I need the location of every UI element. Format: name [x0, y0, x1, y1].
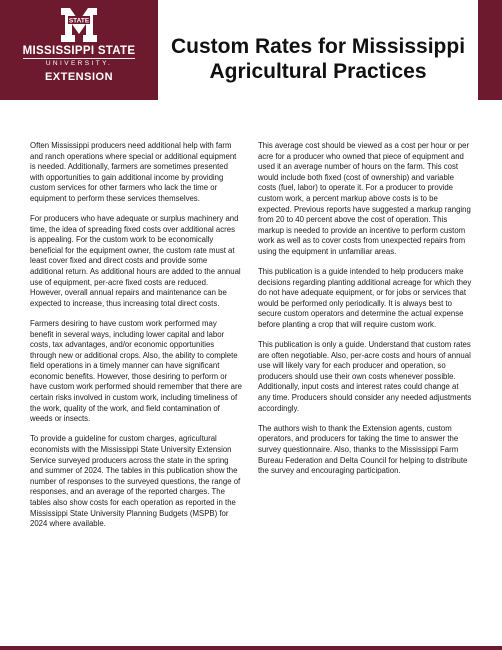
- header-accent-band: [478, 0, 502, 100]
- msu-m-logo-icon: [59, 6, 99, 44]
- paragraph: This publication is only a guide. Understand that custom rates are often negotiable. Also, per-acre costs and hours of annual use will likely vary for each producer and operation, so producers should use their own costs whenever possible. Additionally, input costs and interest rates could change at any time. Producers should consider any needed adjustments accordingly.: [258, 340, 472, 413]
- university-sub: UNIVERSITY.: [45, 60, 113, 67]
- paragraph: Often Mississippi producers need additional help with farm and ranch operations where special or additional equipment is needed. Additionally, farmers are sometimes presented with opportunities to gain additional income by providing custom services for other farmers who lack the time or equipment to perform these services themselves.: [30, 141, 237, 203]
- logo-divider: [23, 58, 135, 59]
- division-name: EXTENSION: [44, 71, 114, 83]
- paragraph: The authors wish to thank the Extension agents, custom operators, and producers for taking the time to answer the survey questionnaire. Also, thanks to the Mississippi Farm Bureau Federation and Delta Council for helping to distribute the survey and encouraging participation.: [258, 423, 468, 476]
- paragraph: Farmers desiring to have custom work performed may benefit in several ways, including lower capital and labor costs, tax advantages, and/or economic opportunities through new or additional crops. Also, the ability to complete field operations in a timely manner can have significant economic benefits. However, those desiring to perform or have custom work performed should remember that there are certain risks involved in custom work, including timeliness of the work, quality of the work, and field contamination of weeds or insects.: [30, 318, 242, 424]
- left-column: [30, 141, 242, 539]
- university-name: MISSISSIPPI STATE: [22, 45, 136, 57]
- paragraph: For producers who have adequate or surplus machinery and time, the idea of spreading fixed costs over additional acres is appealing. For the custom work to be economically beneficial for the equipment owner, the custom rate must at least cover fixed and direct costs and provide some additional return. As additional hours are added to the annual use of equipment, per-acre fixed costs are reduced. However, overall annual repairs and maintenance can be expected to increase, thus increasing total direct costs.: [30, 214, 241, 308]
- right-column: [258, 141, 472, 486]
- paragraph: This average cost should be viewed as a cost per hour or per acre for a producer who owned that piece of equipment and used it an average number of hours on the farm. This cost would include both fixed (cost of ownership) and variable costs (fuel, labor) to operate it. For a producer to provide custom work, a percent markup above costs is to be expected. Previous reports have suggested a markup ranging from 20 to 40 percent above the cost of operation. This markup is needed to provide an incentive to perform custom work as well as to cover costs from unexpected repairs from using the equipment in unfamiliar areas.: [258, 141, 471, 256]
- msu-extension-logo: [0, 6, 158, 83]
- paragraph: To provide a guideline for custom charges, agricultural economists with the Mississippi State University Extension Service surveyed producers across the state in the spring and summer of 2024. The tables in this publication show the number of responses to the surveyed questions, the range of responses, and an average of the reported charges. The tables also show costs for each operation as reported in the Mississippi State University Planning Budgets (MSPB) for 2024 where available.: [30, 434, 241, 529]
- page-title: Custom Rates for Mississippi Agricultural Practices: [170, 35, 466, 83]
- logo-inner-text: STATE: [68, 17, 90, 25]
- footer-brand-band: [0, 646, 502, 650]
- paragraph: This publication is a guide intended to help producers make decisions regarding planting additional acreage for which they do not have adequate equipment, or for jobs or services that would be performed only periodically. It is always best to secure custom operators and determine the actual expense before planting a crop that will require custom work.: [258, 267, 472, 329]
